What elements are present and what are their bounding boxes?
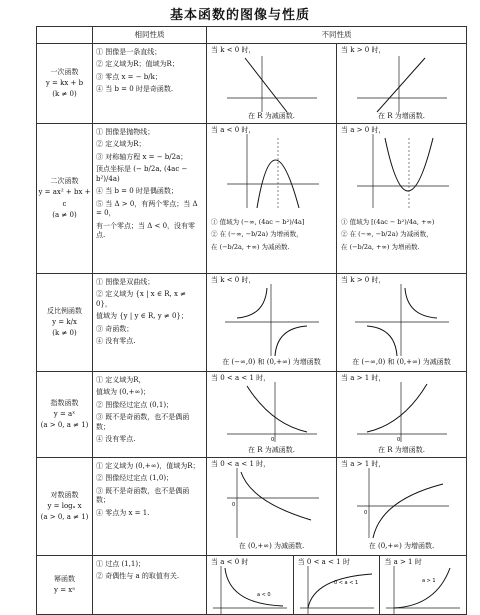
parabola-down-graph — [207, 124, 337, 214]
props-linear: ① 图像是一条直线； ② 定义域为R；值域为R； ③ 零点 x = − b/k； ④ 当 b = 0 时是奇函数. — [93, 44, 207, 124]
power-mid-graph — [294, 556, 380, 614]
graph-log-decreasing: 当 0 < a < 1 时， 0 在 (0,+∞) 为减函数. — [207, 458, 337, 556]
row-power — [37, 556, 467, 615]
svg-text:0: 0 — [397, 437, 401, 443]
graph-linear-k-pos: 当 k > 0 时， 在 R 为增函数. — [337, 44, 467, 124]
header-row — [37, 27, 467, 44]
graph-quadratic-a-neg: 当 a < 0 时， ① 值域为 (−∞, (4ac − b²)/4a] ② 在 (−∞, −b/2a) 为增函数， 在 (−b/2a, +∞) 为减函数. — [207, 124, 337, 274]
svg-text:a < 0: a < 0 — [257, 592, 271, 598]
graph-log-increasing: 当 a > 1 时， 0 在 (0,+∞) 为增函数. — [337, 458, 467, 556]
props-inverse: ① 图像是双曲线； ② 定义域为 {x | x ∈ R, x ≠ 0}， 值域为 {y | y ∈ R, y ≠ 0}； ③ 奇函数； ④ 没有零点. — [93, 274, 207, 372]
row-inverse — [37, 274, 467, 372]
props-power: ① 过点 (1,1)； ② 奇偶性与 a 的取值有关. — [93, 556, 207, 615]
svg-text:a > 1: a > 1 — [422, 578, 436, 584]
corner-cell — [37, 27, 93, 44]
graph-linear-k-neg: 当 k < 0 时， 在 R 为减函数. — [207, 44, 337, 124]
props-quadratic: ① 图像是抛物线； ② 定义域为R； ③ 对称轴方程 x = − b/2a； 顶点坐标是 (− b/2a, (4ac − b²)/4a) ④ 当 b = 0 时是偶函数； ⑤ 当 Δ > 0，有两个零点；当 Δ = 0， 有一个零点；当 Δ < 0，没有零点. — [93, 124, 207, 274]
log-increasing-graph — [337, 458, 467, 544]
name-inverse: 反比例函数 y = k/x (k ≠ 0) — [37, 274, 93, 372]
name-linear: 一次函数 y = kx + b (k ≠ 0) — [37, 44, 93, 124]
graph-power-neg: 当 a < 0 时 a < 0 — [207, 556, 294, 614]
function-properties-table — [36, 26, 467, 615]
graph-exp-decreasing: 当 0 < a < 1 时， 0 在 R 为减函数. — [207, 372, 337, 458]
name-quadratic: 二次函数 y = ax² + bx + c (a ≠ 0) — [37, 124, 93, 274]
name-power: 幂函数 y = xᵃ — [37, 556, 93, 615]
props-logarithm: ① 定义域为 (0,+∞)，值域为R； ② 图像经过定点 (1,0)； ③ 既不是奇函数，也不是偶函数； ④ 零点为 x = 1. — [93, 458, 207, 556]
row-exponential — [37, 372, 467, 458]
graph-power-mid: 当 0 < a < 1 时 0 < a < 1 — [294, 556, 381, 614]
exp-growth-graph — [337, 372, 467, 448]
header-diff: 不同性质 — [207, 27, 467, 44]
svg-text:0: 0 — [271, 437, 275, 443]
props-exponential: ① 定义域为R， 值域为 (0,+∞)； ② 图像经过定点 (0,1)； ③ 既不是奇函数，也不是偶函数； ④ 没有零点. — [93, 372, 207, 458]
name-exponential: 指数函数 y = aˣ (a > 0, a ≠ 1) — [37, 372, 93, 458]
exp-decay-graph — [207, 372, 337, 448]
svg-text:0 < a < 1: 0 < a < 1 — [333, 580, 358, 586]
row-quadratic — [37, 124, 467, 274]
svg-text:0: 0 — [364, 510, 368, 516]
graph-exp-increasing: 当 a > 1 时， 0 在 R 为增函数. — [337, 372, 467, 458]
power-big-graph — [380, 556, 466, 614]
name-logarithm: 对数函数 y = logₐ x (a > 0, a ≠ 1) — [37, 458, 93, 556]
row-logarithm — [37, 458, 467, 556]
graph-inverse-k-neg: 当 k < 0 时， 在 (−∞,0) 和 (0,+∞) 为增函数 — [207, 274, 337, 372]
svg-text:0: 0 — [232, 502, 236, 508]
graph-quadratic-a-pos: 当 a > 0 时， ① 值域为 [(4ac − b²)/4a, +∞) ② 在 (−∞, −b/2a) 为减函数， 在 (−b/2a, +∞) 为增函数. — [337, 124, 467, 274]
log-decreasing-graph — [207, 458, 337, 544]
graphs-power — [207, 556, 467, 615]
row-linear — [37, 44, 467, 124]
power-neg-graph — [207, 556, 293, 614]
parabola-up-graph — [337, 124, 467, 214]
hyperbola-k-neg-graph — [207, 274, 337, 360]
hyperbola-k-pos-graph — [337, 274, 467, 360]
header-same: 相同性质 — [93, 27, 207, 44]
graph-inverse-k-pos: 当 k > 0 时， 在 (−∞,0) 和 (0,+∞) 为减函数 — [337, 274, 467, 372]
graph-power-big: 当 a > 1 时 a > 1 — [380, 556, 466, 614]
page-title: 基本函数的图像与性质 — [169, 8, 310, 23]
